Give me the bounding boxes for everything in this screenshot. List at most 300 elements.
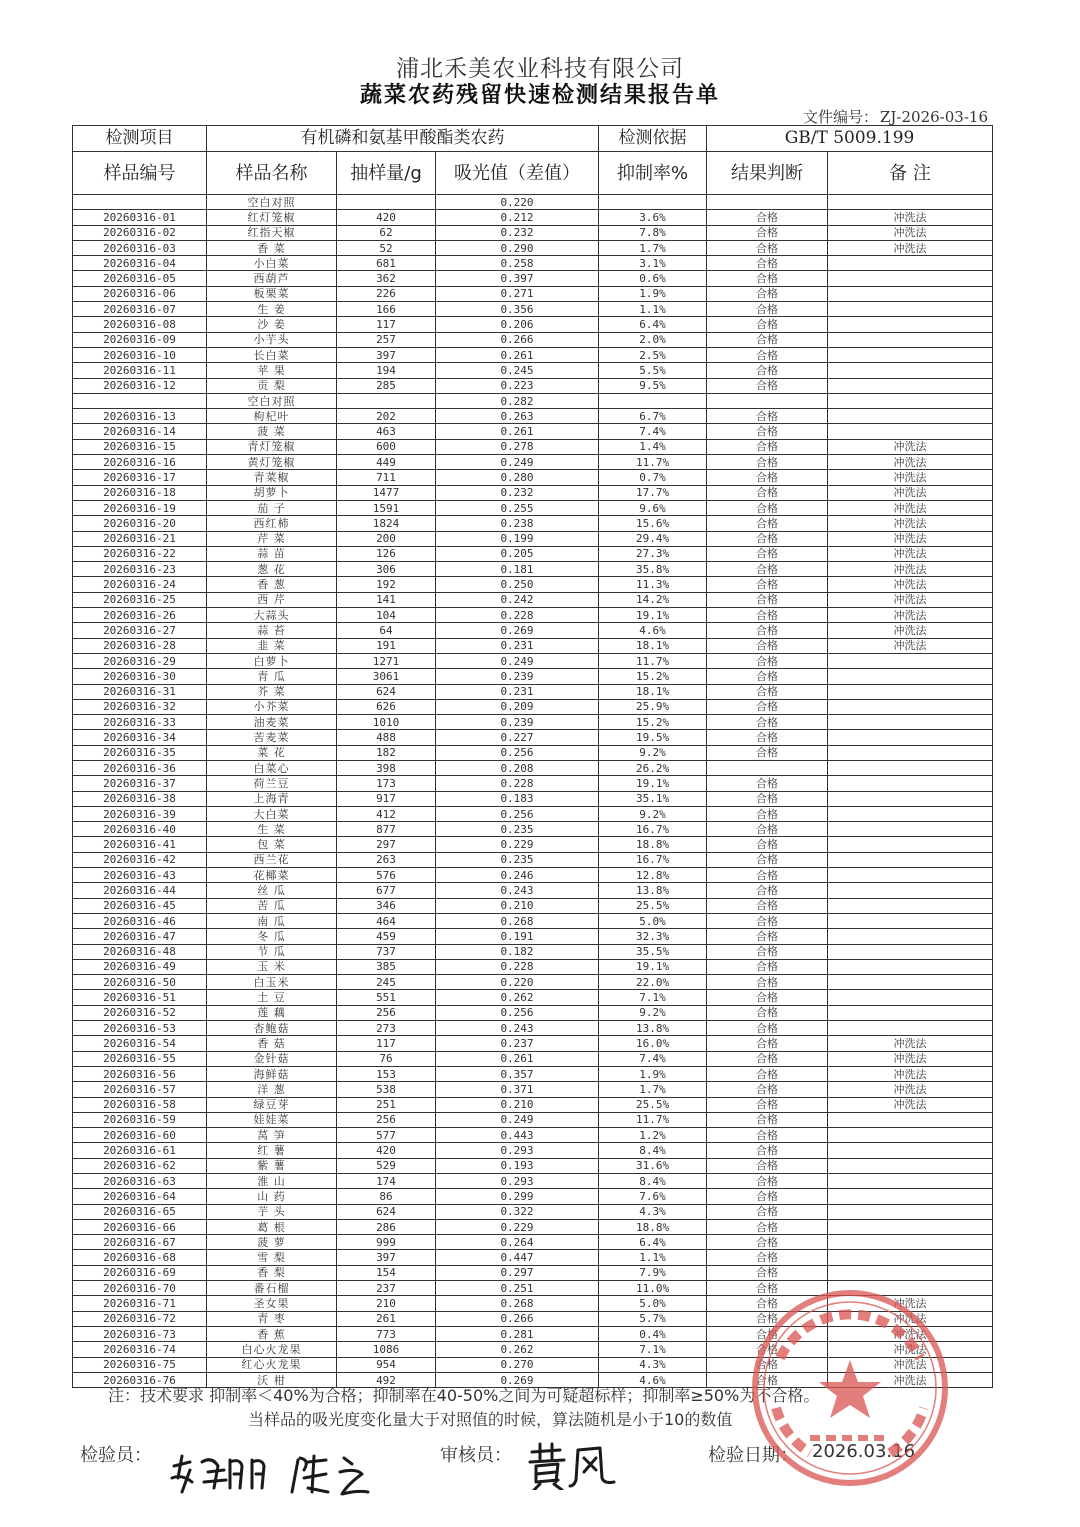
inhibition-rate-cell: 0.4% xyxy=(599,1326,707,1341)
sample-id-cell: 20260316-10 xyxy=(73,347,207,362)
sample-id-cell: 20260316-22 xyxy=(73,546,207,561)
sample-id-cell: 20260316-11 xyxy=(73,363,207,378)
inhibition-rate-cell: 5.7% xyxy=(599,1311,707,1326)
sample-id-cell: 20260316-20 xyxy=(73,516,207,531)
sample-id-cell: 20260316-59 xyxy=(73,1112,207,1127)
note-cell: 冲洗法 xyxy=(828,1097,993,1112)
inhibition-rate-cell: 13.8% xyxy=(599,1021,707,1036)
quantity-cell: 398 xyxy=(337,760,436,775)
quantity-cell: 86 xyxy=(337,1189,436,1204)
inhibition-rate-cell: 31.6% xyxy=(599,1158,707,1173)
table-row xyxy=(73,409,993,424)
quantity-cell: 194 xyxy=(337,363,436,378)
table-row xyxy=(73,638,993,653)
absorbance-cell: 0.447 xyxy=(436,1250,599,1265)
col-header-inhibition-rate: 抑制率% xyxy=(599,152,707,195)
sample-id-cell: 20260316-27 xyxy=(73,623,207,638)
sample-name-cell: 红灯笼椒 xyxy=(207,210,337,225)
judgement-cell: 合格 xyxy=(707,715,828,730)
inhibition-rate-cell: 27.3% xyxy=(599,546,707,561)
sample-name-cell: 洋 葱 xyxy=(207,1082,337,1097)
table-row xyxy=(73,669,993,684)
note-cell xyxy=(828,363,993,378)
sample-id-cell: 20260316-14 xyxy=(73,424,207,439)
table-row xyxy=(73,684,993,699)
sample-name-cell: 青 瓜 xyxy=(207,669,337,684)
table-row xyxy=(73,913,993,928)
quantity-cell: 576 xyxy=(337,868,436,883)
sample-name-cell: 青 枣 xyxy=(207,1311,337,1326)
notes xyxy=(108,1384,819,1432)
judgement-cell: 合格 xyxy=(707,378,828,393)
inhibition-rate-cell: 4.3% xyxy=(599,1357,707,1372)
note-cell xyxy=(828,944,993,959)
quantity-cell: 104 xyxy=(337,608,436,623)
absorbance-cell: 0.223 xyxy=(436,378,599,393)
quantity-cell: 297 xyxy=(337,837,436,852)
quantity-cell: 286 xyxy=(337,1219,436,1234)
judgement-cell: 合格 xyxy=(707,577,828,592)
note-cell xyxy=(828,1174,993,1189)
inspector-signature xyxy=(168,1448,398,1504)
inhibition-rate-cell: 11.0% xyxy=(599,1281,707,1296)
sample-name-cell: 白菜心 xyxy=(207,760,337,775)
note-cell xyxy=(828,1005,993,1020)
inhibition-rate-cell: 1.4% xyxy=(599,439,707,454)
table-row xyxy=(73,531,993,546)
quantity-cell: 600 xyxy=(337,439,436,454)
inhibition-rate-cell: 25.5% xyxy=(599,1097,707,1112)
table-row xyxy=(73,745,993,760)
absorbance-cell: 0.232 xyxy=(436,225,599,240)
absorbance-cell: 0.181 xyxy=(436,562,599,577)
inhibition-rate-cell: 26.2% xyxy=(599,760,707,775)
note-cell xyxy=(828,959,993,974)
sample-id-cell: 20260316-17 xyxy=(73,470,207,485)
judgement-cell: 合格 xyxy=(707,1158,828,1173)
sample-id-cell: 20260316-71 xyxy=(73,1296,207,1311)
sample-name-cell: 土 豆 xyxy=(207,990,337,1005)
table-row xyxy=(73,1174,993,1189)
inhibition-rate-cell: 6.4% xyxy=(599,1235,707,1250)
sample-id-cell: 20260316-09 xyxy=(73,332,207,347)
judgement-cell: 合格 xyxy=(707,1189,828,1204)
col-header-note: 备 注 xyxy=(828,152,993,195)
inhibition-rate-cell: 16.0% xyxy=(599,1036,707,1051)
test-item-label: 检测项目 xyxy=(73,126,207,152)
inhibition-rate-cell: 1.7% xyxy=(599,240,707,255)
note-cell xyxy=(828,760,993,775)
note-cell xyxy=(828,1112,993,1127)
results-table-body xyxy=(73,126,993,1388)
absorbance-cell: 0.243 xyxy=(436,1021,599,1036)
inhibition-rate-cell: 9.2% xyxy=(599,1005,707,1020)
sample-name-cell: 韭 菜 xyxy=(207,638,337,653)
judgement-cell: 合格 xyxy=(707,868,828,883)
inhibition-rate-cell: 19.1% xyxy=(599,959,707,974)
sample-name-cell: 芋 头 xyxy=(207,1204,337,1219)
sample-id-cell: 20260316-21 xyxy=(73,531,207,546)
inhibition-rate-cell: 8.4% xyxy=(599,1174,707,1189)
sample-id-cell: 20260316-32 xyxy=(73,699,207,714)
table-row xyxy=(73,883,993,898)
sample-name-cell: 荷兰豆 xyxy=(207,776,337,791)
quantity-cell: 999 xyxy=(337,1235,436,1250)
sample-name-cell: 花椰菜 xyxy=(207,868,337,883)
quantity-cell: 492 xyxy=(337,1372,436,1387)
sample-name-cell: 黄灯笼椒 xyxy=(207,455,337,470)
judgement-cell: 合格 xyxy=(707,638,828,653)
absorbance-cell: 0.256 xyxy=(436,1005,599,1020)
note-cell xyxy=(828,347,993,362)
inhibition-rate-cell: 1.9% xyxy=(599,1066,707,1081)
note-cell xyxy=(828,883,993,898)
absorbance-cell: 0.183 xyxy=(436,791,599,806)
sample-id-cell: 20260316-16 xyxy=(73,455,207,470)
quantity-cell: 397 xyxy=(337,347,436,362)
absorbance-cell: 0.266 xyxy=(436,1311,599,1326)
absorbance-cell: 0.258 xyxy=(436,256,599,271)
table-row xyxy=(73,439,993,454)
table-row xyxy=(73,210,993,225)
table-row xyxy=(73,271,993,286)
judgement-cell: 合格 xyxy=(707,1082,828,1097)
sample-name-cell: 板栗菜 xyxy=(207,286,337,301)
sample-name-cell: 丝 瓜 xyxy=(207,883,337,898)
absorbance-cell: 0.228 xyxy=(436,959,599,974)
inhibition-rate-cell: 9.2% xyxy=(599,745,707,760)
sample-name-cell: 贡 梨 xyxy=(207,378,337,393)
note-cell: 冲洗法 xyxy=(828,210,993,225)
inhibition-rate-cell: 2.5% xyxy=(599,347,707,362)
sample-name-cell: 大白菜 xyxy=(207,806,337,821)
note-cell xyxy=(828,409,993,424)
note-cell xyxy=(828,1204,993,1219)
judgement-cell: 合格 xyxy=(707,608,828,623)
absorbance-cell: 0.261 xyxy=(436,1051,599,1066)
table-row xyxy=(73,791,993,806)
absorbance-cell: 0.208 xyxy=(436,760,599,775)
inhibition-rate-cell: 18.8% xyxy=(599,837,707,852)
sample-id-cell: 20260316-49 xyxy=(73,959,207,974)
inhibition-rate-cell: 7.8% xyxy=(599,225,707,240)
judgement-cell: 合格 xyxy=(707,791,828,806)
note-cell: 冲洗法 xyxy=(828,1311,993,1326)
sample-name-cell: 山 药 xyxy=(207,1189,337,1204)
sample-id-cell: 20260316-53 xyxy=(73,1021,207,1036)
sample-name-cell: 海鲜菇 xyxy=(207,1066,337,1081)
quantity-cell: 711 xyxy=(337,470,436,485)
note-cell: 冲洗法 xyxy=(828,516,993,531)
absorbance-cell: 0.278 xyxy=(436,439,599,454)
reviewer-label: 审核员： xyxy=(440,1445,512,1466)
sample-name-cell: 苦 瓜 xyxy=(207,898,337,913)
sample-id-cell: 20260316-56 xyxy=(73,1066,207,1081)
judgement-cell: 合格 xyxy=(707,837,828,852)
note-cell: 冲洗法 xyxy=(828,1372,993,1387)
table-row xyxy=(73,1066,993,1081)
absorbance-cell: 0.228 xyxy=(436,608,599,623)
table-row xyxy=(73,1189,993,1204)
sample-name-cell: 白玉米 xyxy=(207,975,337,990)
sample-name-cell: 芹 菜 xyxy=(207,531,337,546)
sample-name-cell: 红 薯 xyxy=(207,1143,337,1158)
note-cell xyxy=(828,1265,993,1280)
judgement-cell: 合格 xyxy=(707,1342,828,1357)
quantity-cell: 306 xyxy=(337,562,436,577)
inhibition-rate-cell: 5.5% xyxy=(599,363,707,378)
quantity-cell: 257 xyxy=(337,332,436,347)
table-row xyxy=(73,1005,993,1020)
sample-id-cell: 20260316-29 xyxy=(73,653,207,668)
company-name: 浦北禾美农业科技有限公司 xyxy=(396,56,684,82)
absorbance-cell: 0.245 xyxy=(436,363,599,378)
quantity-cell: 117 xyxy=(337,317,436,332)
absorbance-cell: 0.242 xyxy=(436,592,599,607)
inhibition-rate-cell: 7.4% xyxy=(599,424,707,439)
note-cell xyxy=(828,684,993,699)
sample-id-cell: 20260316-66 xyxy=(73,1219,207,1234)
sample-name-cell: 蒜 苔 xyxy=(207,623,337,638)
note-cell xyxy=(828,256,993,271)
sample-id-cell: 20260316-68 xyxy=(73,1250,207,1265)
quantity-cell: 1271 xyxy=(337,653,436,668)
inhibition-rate-cell: 5.0% xyxy=(599,1296,707,1311)
note-cell xyxy=(828,1189,993,1204)
inhibition-rate-cell: 25.9% xyxy=(599,699,707,714)
judgement-cell: 合格 xyxy=(707,317,828,332)
inhibition-rate-cell: 4.6% xyxy=(599,623,707,638)
note-cell: 冲洗法 xyxy=(828,562,993,577)
absorbance-cell: 0.293 xyxy=(436,1174,599,1189)
table-row xyxy=(73,546,993,561)
note-cell xyxy=(828,286,993,301)
judgement-cell: 合格 xyxy=(707,1219,828,1234)
note-cell xyxy=(828,806,993,821)
quantity-cell: 117 xyxy=(337,1036,436,1051)
table-row xyxy=(73,959,993,974)
table-row xyxy=(73,317,993,332)
inhibition-rate-cell: 29.4% xyxy=(599,531,707,546)
sample-id-cell: 20260316-12 xyxy=(73,378,207,393)
sample-name-cell: 长白菜 xyxy=(207,347,337,362)
table-row xyxy=(73,822,993,837)
inhibition-rate-cell: 1.7% xyxy=(599,1082,707,1097)
inhibition-rate-cell: 0.7% xyxy=(599,470,707,485)
sample-id-cell: 20260316-65 xyxy=(73,1204,207,1219)
table-row xyxy=(73,1204,993,1219)
inhibition-rate-cell: 12.8% xyxy=(599,868,707,883)
inhibition-rate-cell: 14.2% xyxy=(599,592,707,607)
note-cell xyxy=(828,1158,993,1173)
absorbance-cell: 0.229 xyxy=(436,1219,599,1234)
sample-id-cell: 20260316-30 xyxy=(73,669,207,684)
table-row xyxy=(73,577,993,592)
sample-name-cell: 节 瓜 xyxy=(207,944,337,959)
note-cell xyxy=(828,837,993,852)
absorbance-cell: 0.246 xyxy=(436,868,599,883)
judgement-cell: 合格 xyxy=(707,531,828,546)
sample-id-cell: 20260316-73 xyxy=(73,1326,207,1341)
absorbance-cell: 0.231 xyxy=(436,638,599,653)
judgement-cell: 合格 xyxy=(707,623,828,638)
judgement-cell: 合格 xyxy=(707,1036,828,1051)
sample-id-cell: 20260316-58 xyxy=(73,1097,207,1112)
report-title: 蔬菜农药残留快速检测结果报告单 xyxy=(359,83,720,108)
absorbance-cell: 0.228 xyxy=(436,776,599,791)
absorbance-cell: 0.238 xyxy=(436,516,599,531)
sample-id-cell: 20260316-35 xyxy=(73,745,207,760)
sample-name-cell: 雪 梨 xyxy=(207,1250,337,1265)
judgement-cell: 合格 xyxy=(707,1235,828,1250)
absorbance-cell: 0.297 xyxy=(436,1265,599,1280)
inhibition-rate-cell: 15.2% xyxy=(599,669,707,684)
judgement-cell: 合格 xyxy=(707,409,828,424)
sample-name-cell: 菠 萝 xyxy=(207,1235,337,1250)
absorbance-cell: 0.443 xyxy=(436,1128,599,1143)
judgement-cell: 合格 xyxy=(707,1128,828,1143)
note-cell: 冲洗法 xyxy=(828,546,993,561)
judgement-cell: 合格 xyxy=(707,332,828,347)
inhibition-rate-cell: 6.7% xyxy=(599,409,707,424)
quantity-cell: 263 xyxy=(337,852,436,867)
sample-name-cell: 西红柿 xyxy=(207,516,337,531)
quantity-cell: 210 xyxy=(337,1296,436,1311)
inhibition-rate-cell: 8.4% xyxy=(599,1143,707,1158)
absorbance-cell: 0.256 xyxy=(436,745,599,760)
sample-name-cell: 菜 花 xyxy=(207,745,337,760)
table-row xyxy=(73,1097,993,1112)
quantity-cell: 459 xyxy=(337,929,436,944)
sample-name-cell: 香 菜 xyxy=(207,240,337,255)
table-row xyxy=(73,715,993,730)
table-row xyxy=(73,378,993,393)
note-cell xyxy=(828,332,993,347)
sample-id-cell: 20260316-41 xyxy=(73,837,207,852)
sample-name-cell: 茄 子 xyxy=(207,500,337,515)
inhibition-rate-cell: 1.9% xyxy=(599,286,707,301)
inhibition-rate-cell: 18.1% xyxy=(599,684,707,699)
absorbance-cell: 0.199 xyxy=(436,531,599,546)
sample-name-cell: 沙 姜 xyxy=(207,317,337,332)
table-row xyxy=(73,286,993,301)
results-table xyxy=(72,125,993,1388)
sample-name-cell: 西 芹 xyxy=(207,592,337,607)
note-cell: 冲洗法 xyxy=(828,608,993,623)
note-cell xyxy=(828,929,993,944)
quantity-cell: 76 xyxy=(337,1051,436,1066)
table-row xyxy=(73,470,993,485)
absorbance-cell: 0.182 xyxy=(436,944,599,959)
note-cell xyxy=(828,975,993,990)
table-row xyxy=(73,592,993,607)
judgement-cell: 合格 xyxy=(707,240,828,255)
control-row xyxy=(73,393,993,408)
inhibition-rate-cell: 1.2% xyxy=(599,1128,707,1143)
quantity-cell: 174 xyxy=(337,1174,436,1189)
judgement-cell: 合格 xyxy=(707,1296,828,1311)
sample-id-cell: 20260316-45 xyxy=(73,898,207,913)
inhibition-rate-cell: 19.1% xyxy=(599,608,707,623)
judgement-cell: 合格 xyxy=(707,745,828,760)
sample-id-cell: 20260316-55 xyxy=(73,1051,207,1066)
note-cell: 冲洗法 xyxy=(828,485,993,500)
quantity-cell: 192 xyxy=(337,577,436,592)
sample-id-cell: 20260316-04 xyxy=(73,256,207,271)
absorbance-cell: 0.271 xyxy=(436,286,599,301)
absorbance-cell: 0.256 xyxy=(436,806,599,821)
judgement-cell: 合格 xyxy=(707,546,828,561)
inhibition-rate-cell: 7.1% xyxy=(599,1342,707,1357)
judgement-cell: 合格 xyxy=(707,302,828,317)
judgement-cell: 合格 xyxy=(707,776,828,791)
note-cell: 冲洗法 xyxy=(828,1066,993,1081)
sample-name-cell: 莲 藕 xyxy=(207,1005,337,1020)
absorbance-cell: 0.293 xyxy=(436,1143,599,1158)
absorbance-cell: 0.322 xyxy=(436,1204,599,1219)
sample-id-cell: 20260316-54 xyxy=(73,1036,207,1051)
note-cell xyxy=(828,852,993,867)
inhibition-rate-cell: 19.5% xyxy=(599,730,707,745)
judgement-cell: 合格 xyxy=(707,1097,828,1112)
note-cell: 冲洗法 xyxy=(828,1051,993,1066)
note-cell xyxy=(828,1235,993,1250)
quantity-cell: 397 xyxy=(337,1250,436,1265)
absorbance-cell: 0.250 xyxy=(436,577,599,592)
quantity-cell: 577 xyxy=(337,1128,436,1143)
absorbance-cell: 0.251 xyxy=(436,1281,599,1296)
inhibition-rate-cell: 16.7% xyxy=(599,852,707,867)
sample-id-cell: 20260316-61 xyxy=(73,1143,207,1158)
quantity-cell: 261 xyxy=(337,1311,436,1326)
sample-name-cell: 西兰花 xyxy=(207,852,337,867)
quantity-cell: 346 xyxy=(337,898,436,913)
inhibition-rate-cell: 18.1% xyxy=(599,638,707,653)
note-cell: 冲洗法 xyxy=(828,240,993,255)
sample-name-cell: 沃 柑 xyxy=(207,1372,337,1387)
reviewer-signature xyxy=(526,1440,626,1490)
sample-name-cell: 菠 菜 xyxy=(207,424,337,439)
absorbance-cell: 0.206 xyxy=(436,317,599,332)
sample-id-cell: 20260316-26 xyxy=(73,608,207,623)
judgement-cell: 合格 xyxy=(707,852,828,867)
col-header-sample-id: 样品编号 xyxy=(73,152,207,195)
table-row xyxy=(73,837,993,852)
sample-id-cell xyxy=(73,195,207,210)
sample-id-cell: 20260316-67 xyxy=(73,1235,207,1250)
sample-id-cell: 20260316-03 xyxy=(73,240,207,255)
sample-name-cell: 红指天椒 xyxy=(207,225,337,240)
judgement-cell: 合格 xyxy=(707,1204,828,1219)
sample-name-cell: 上海青 xyxy=(207,791,337,806)
absorbance-cell: 0.227 xyxy=(436,730,599,745)
quantity-cell: 1591 xyxy=(337,500,436,515)
inhibition-rate-cell: 5.0% xyxy=(599,913,707,928)
sample-name-cell: 生 姜 xyxy=(207,302,337,317)
judgement-cell: 合格 xyxy=(707,562,828,577)
judgement-cell: 合格 xyxy=(707,1372,828,1387)
sample-name-cell: 小芥菜 xyxy=(207,699,337,714)
table-row xyxy=(73,1021,993,1036)
absorbance-cell: 0.232 xyxy=(436,485,599,500)
absorbance-cell: 0.266 xyxy=(436,332,599,347)
quantity-cell: 917 xyxy=(337,791,436,806)
test-basis-label: 检测依据 xyxy=(599,126,707,152)
absorbance-cell: 0.282 xyxy=(436,393,599,408)
note-cell xyxy=(828,990,993,1005)
note-cell: 冲洗法 xyxy=(828,439,993,454)
inhibition-rate-cell: 19.1% xyxy=(599,776,707,791)
